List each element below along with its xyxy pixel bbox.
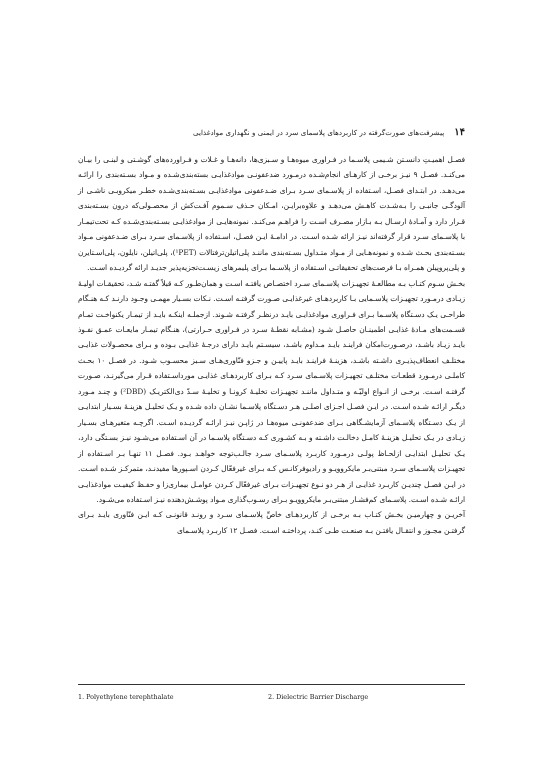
footnote-1: 1. Polyethylene terephthalate (78, 693, 174, 701)
paragraph-3: آخریـن و چهارمیـن بخـش کتـاب بـه برخـی از کاربردهـای خاصِّ پلاسـمای سـرد و رونـد قانونـی کـه ایـن فنّاوری بایـد بـرای گرفتـن مجـوز و انتقـال یافتـن بـه صنعـت طـی کنـد، پرداختـه اسـت. فصـل ۱۲ کاربـرد پلاسـمای (78, 510, 465, 535)
body-text (78, 152, 465, 538)
paragraph-2: بخـش سـوم کتـاب بـه مطالعـهٔ تجهیـزات پلاسـمای سـرد اختصـاص یافتـه اسـت و همان‌طـور کـه قبلاً گفتـه شـد، تحقیقـات اولیـهٔ زیـادی درمـورد تجهیـزات پلاسـمایی بـا کاربردهـای غیرغذایـی صـورت گرفتـه اسـت. نـکات بسـیار مهمـی وجـود دارنـد کـه هنـگام طراحـی یـک دسـتگاه پلاسـما بـرای فـراوری موادغذایـی بایـد درنظـر گرفتـه شـوند. ازجملـه اینکـه بایـد از تیمـار یکنواخـت تمـام قسـمت‌های مـادهٔ غذایـی اطمینـان حاصـل شـود (مشـابه نقطـهٔ سـرد در فـراوری حـرارتی)، هنـگام تیمـار مایعـات عمـق نفـوذ بایـد زیـاد باشـد، درصـورت‌امکان فراینـد بایـد مـداوم باشـد، سیسـتم بایـد دارای درجـهٔ غذایـی بـوده و بـرای محصـولات غذایـی مختلـف انعطاف‌پذیـری داشـته باشـد، هزینـهٔ فراینـد بایـد پاییـن و جـزو فنّاوری‌هـای سـبز محسـوب شـود. در فصـل ۱۰ بحـث کاملـی درمـورد قطعـات مختلـف تجهیـزات پلاسـمای سـرد کـه بـرای کاربردهـای غذایـی مورداسـتفاده قـرار می‌گیرنـد، صـورت گرفتـه اسـت. برخـی از انـواع اولیّـه و متـداول ماننـد تجهیـزات تخلیـهٔ کرونـا و تخلیـهٔ سـدّ دی‌الکتریـک (²DBD) و چنـد مـورد دیگـر ارائـه شـده اسـت. در ایـن فصـل اجـزای اصلـی هـر دسـتگاه پلاسـما نشـان داده شـده و یـک تحلیـل هزینـهٔ بسـیار ابتدایـی از یـک دسـتگاه پلاسـمای آزمایشـگاهی بـرای ضدعفونـی میوه‌هـا در ژاپـن نیـز ارائـه گردیـده اسـت. اگرچـه متغیرهـای بسـیار زیـادی در یـک تحلیـل هزینـهٔ کامـل دخالـت داشـته و بـه کشـوری کـه دسـتگاه پلاسـما در آن اسـتفاده می‌شـود نیـز بسـتگی دارد، یـک تحلیـل ابتدایـی ازلحـاظ پولـی درمـورد کاربـرد پلاسـمای سـرد جالـب‌توجه خواهـد بـود. فصـل ۱۱ تنهـا بـر اسـتفاده از تجهیـزات پلاسـمای سـرد مبتنی‌بـر مایکروویـو و رادیوفرکانـس کـه بـرای غیرفعّال کـردن اسـپورها مفیدنـد، متمرکـز شـده اسـت. در ایـن فصـل چندیـن کاربـرد غذایـی از هـر دو نـوع تجهیـزات بـرای غیرفعّال کـردن عوامـل بیماری‌زا و حفـظ کیفیـت موادغذایـی ارائـه شـده اسـت. پلاسـمای کم‌فشـار مبتنی‌بـر مایکروویـو بـرای رسـوب‌گذاری مـواد پوشـش‌دهنده نیـز اسـتفاده می‌شـود. (78, 278, 466, 504)
running-title: پیشرفت‌های صورت‌گرفته در کاربردهای پلاسمای سرد در ایمنی و نگهداری موادغذایی (192, 127, 445, 137)
footnote-divider (78, 684, 465, 685)
footnotes (78, 693, 465, 701)
page-number: ۱۴ (454, 126, 465, 138)
running-header (78, 124, 465, 140)
paragraph-1: فصـل اهمیـتِ دانسـتن شـیمی پلاسـما در فـراوری میوه‌هـا و سـبزی‌ها، دانه‌هـا و غـلات و فـراورده‌های گوشـتی و لبنـی را بیـان می‌کنـد. فصـل ۹ نیـز برخـی از کارهـای انجام‌شـده درمـورد ضدعفونـی موادغذایـی بسته‌بندی‌شـده و مـواد بسـته‌بندی را ارائـه می‌دهـد. در ابتـدای فصـل، اسـتفاده از پلاسـمای سـرد بـرای ضـدعفونی موادغذایـی بسـته‌بندی‌شـده خطـر میکروبـی ناشـی از آلودگـی جانبـی را بـه‌شـدت کاهـش می‌دهـد و علاوه‌برایـن، امـکان حـذف سـموم آفـت‌کش از محصـولی‌که درون بسـته‌بندی قـرار دارد و آمـادهٔ ارسـال بـه بـازار مصـرف اسـت را فراهـم می‌کنـد. نمونه‌هایـی از موادغذایـی بسـته‌بندی‌شـده کـه تحت‌تیمـار با پلاسـمای سـرد قرار گرفته‌اند نیـز ارائه شـده اسـت. در ادامـهٔ ایـن فصـل، اسـتفاده از پلاسـمای سـرد بـرای ضـدعفونی مـواد بسـته‌بندی بحـث شـده و نمونه‌هـایی از مـواد متـداول بسـته‌بندی ماننـد پلی‌اتیلن‌ترفتالات (¹PET)، پلی‌اتیلن، نایلون، پلی‌اسـتایرن و پلی‌پروپیلن همـراه بـا فرصت‌های تحقیقاتـی اسـتفاده از پلاسـما بـرای پلیمرهای زیسـت‌تجزیه‌پذیر جدیـد ارائه گردیـده اسـت. (78, 155, 465, 273)
footnote-2: 2. Dielectric Barrier Discharge (268, 693, 369, 701)
